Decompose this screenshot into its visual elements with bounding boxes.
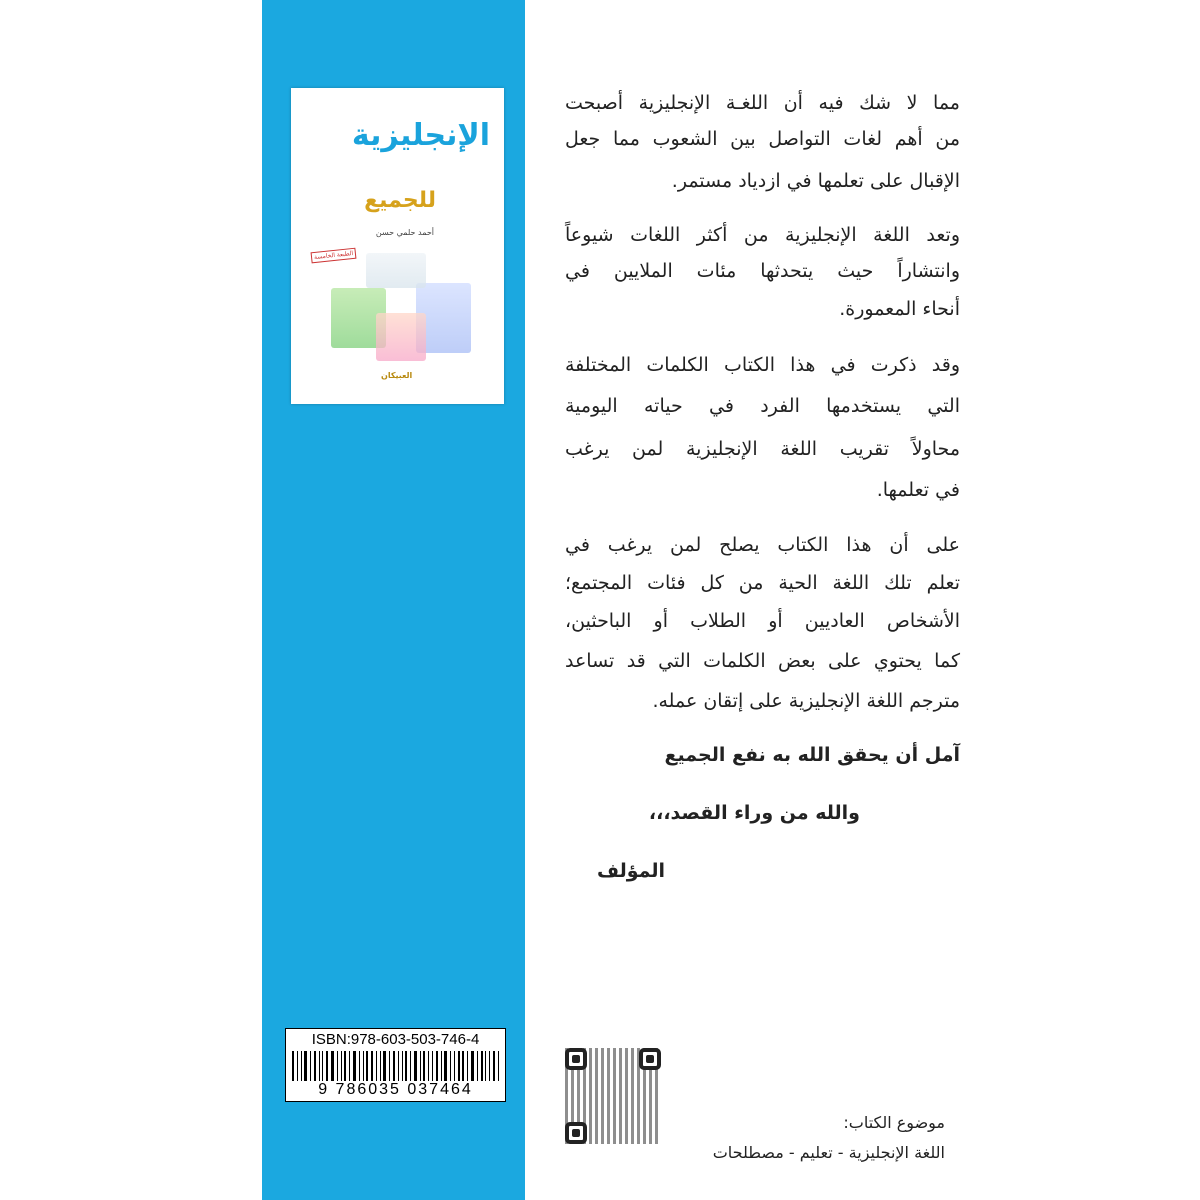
barcode-bar <box>414 1051 417 1081</box>
barcode-bar <box>301 1051 302 1081</box>
ean-number: 9 786035 037464 <box>318 1081 473 1098</box>
pink-cube <box>376 313 426 361</box>
barcode-bar <box>489 1051 490 1081</box>
text-line: مما لا شك فيه أن اللغـة الإنجليزية أصبحت <box>565 92 960 114</box>
barcode-bar <box>371 1051 373 1081</box>
barcode-bar <box>353 1051 356 1081</box>
barcode-bar <box>363 1051 364 1081</box>
cover-thumbnail <box>291 88 504 404</box>
barcode-bar <box>471 1051 474 1081</box>
barcode-bar <box>310 1051 311 1081</box>
barcode-bar <box>341 1051 342 1081</box>
barcode-bar <box>498 1051 499 1081</box>
barcode-bar <box>402 1051 403 1081</box>
barcode-bar <box>349 1051 350 1081</box>
cover-title: الإنجليزية <box>351 118 490 153</box>
qr-finder-icon <box>565 1122 587 1144</box>
barcode-bar <box>326 1051 328 1081</box>
barcode-bar <box>297 1051 298 1081</box>
text-line: على أن هذا الكتاب يصلح لمن يرغب في <box>565 534 960 556</box>
text-line: وتعد اللغة الإنجليزية من أكثر اللغات شيوعاً <box>565 224 960 246</box>
text-line: التي يستخدمها الفرد في حياته اليومية <box>565 395 960 417</box>
barcode-bar <box>428 1051 429 1081</box>
barcode-bar <box>393 1051 395 1081</box>
edition-stamp: الطبعة الخامسة <box>311 248 357 264</box>
barcode-bar <box>380 1051 381 1081</box>
barcode-bar <box>450 1051 451 1081</box>
barcode-bar <box>304 1051 307 1081</box>
signature: المؤلف <box>596 860 665 882</box>
closing-line: والله من وراء القصد،،، <box>648 802 860 824</box>
isbn-barcode <box>285 1028 506 1102</box>
text-line: مترجم اللغة الإنجليزية على إتقان عمله. <box>652 690 960 712</box>
barcode-bar <box>436 1051 438 1081</box>
barcode-bar <box>493 1051 495 1081</box>
cover-author: أحمد حلمي حسن <box>375 228 434 237</box>
top-cube <box>366 253 426 288</box>
qr-finder-icon <box>565 1048 587 1070</box>
barcode-bar <box>432 1051 433 1081</box>
text-line: وانتشاراً حيث يتحدثها مئات الملايين في <box>565 260 960 282</box>
text-line: محاولاً تقريب اللغة الإنجليزية لمن يرغب <box>565 438 960 460</box>
barcode-bar <box>458 1051 460 1081</box>
barcode-bar <box>337 1051 338 1081</box>
text-line: كما يحتوي على بعض الكلمات التي قد تساعد <box>565 650 960 672</box>
barcode-bar <box>481 1051 483 1081</box>
barcode-bar <box>420 1051 421 1081</box>
cover-subtitle: للجميع <box>364 188 436 213</box>
barcode-bar <box>376 1051 377 1081</box>
barcode-bar <box>314 1051 316 1081</box>
barcode-bar <box>344 1051 346 1081</box>
barcode-bar <box>292 1051 294 1081</box>
text-line: أنحاء المعمورة. <box>839 298 960 320</box>
text-line: وقد ذكرت في هذا الكتاب الكلمات المختلفة <box>565 354 960 376</box>
wish-line: آمل أن يحقق الله به نفع الجميع <box>664 744 960 766</box>
qr-finder-icon <box>639 1048 661 1070</box>
barcode-bar <box>389 1051 390 1081</box>
text-line: تعلم تلك اللغة الحية من كل فئات المجتمع؛ <box>565 572 960 594</box>
barcode-bar <box>410 1051 411 1081</box>
subject-label: موضوع الكتاب: <box>843 1113 945 1132</box>
barcode-bars <box>292 1051 499 1081</box>
barcode-bar <box>454 1051 455 1081</box>
subject-value: اللغة الإنجليزية - تعليم - مصطلحات <box>712 1143 945 1162</box>
barcode-bar <box>462 1051 464 1081</box>
barcode-bar <box>441 1051 442 1081</box>
publisher-logo: العبيكان <box>381 371 413 380</box>
barcode-bar <box>383 1051 386 1081</box>
text-line: الإقبال على تعلمها في ازدياد مستمر. <box>671 170 960 192</box>
barcode-bar <box>485 1051 486 1081</box>
barcode-bar <box>366 1051 368 1081</box>
barcode-bar <box>331 1051 334 1081</box>
text-line: في تعلمها. <box>876 479 960 501</box>
text-line: الأشخاص العاديين أو الطلاب أو الباحثين، <box>565 610 960 632</box>
barcode-bar <box>477 1051 478 1081</box>
barcode-bar <box>467 1051 468 1081</box>
barcode-bar <box>405 1051 407 1081</box>
isbn-text: ISBN:978-603-503-746-4 <box>311 1031 480 1048</box>
barcode-bar <box>444 1051 447 1081</box>
barcode-bar <box>423 1051 425 1081</box>
barcode-bar <box>398 1051 399 1081</box>
barcode-bar <box>322 1051 323 1081</box>
barcode-bar <box>359 1051 360 1081</box>
barcode-bar <box>319 1051 320 1081</box>
text-line: من أهم لغات التواصل بين الشعوب مما جعل <box>565 128 960 150</box>
